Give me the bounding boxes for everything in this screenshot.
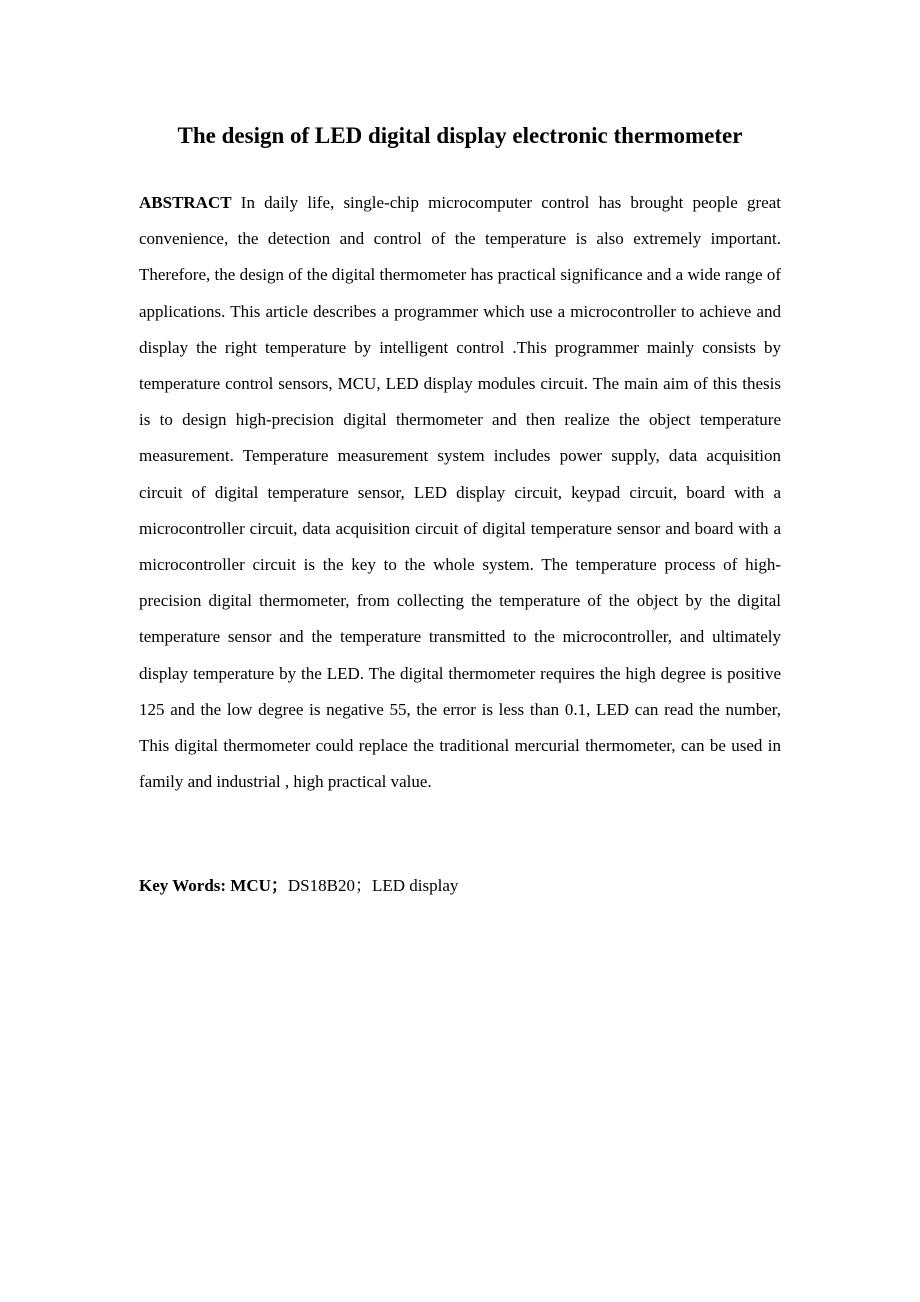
paper-title: The design of LED digital display electronic thermometer <box>177 123 743 148</box>
keywords-line <box>139 869 781 903</box>
abstract-paragraph <box>139 185 781 800</box>
keywords-label: Key Words: MCU； <box>139 876 288 895</box>
abstract-label: ABSTRACT <box>139 193 232 212</box>
abstract-text: In daily life, single-chip microcomputer control has brought people great convenience, the detection and control of the temperature is also extremely important. Therefore, the design of the digital thermometer has practical significance and a wide range of applications. This article describes a programmer which use a microcontroller to achieve and display the right temperature by intelligent control .This programmer mainly consists by temperature control sensors, MCU, LED display modules circuit. The main aim of this thesis is to design high-precision digital thermometer and then realize the object temperature measurement. Temperature measurement system includes power supply, data acquisition circuit of digital temperature sensor, LED display circuit, keypad circuit, board with a microcontroller circuit, data acquisition circuit of digital temperature sensor and board with a microcontroller circuit is the key to the whole system. The temperature process of high-precision digital thermometer, from collecting the temperature of the object by the digital temperature sensor and the temperature transmitted to the microcontroller, and ultimately display temperature by the LED. The digital thermometer requires the high degree is positive 125 and the low degree is negative 55, the error is less than 0.1, LED can read the number, This digital thermometer could replace the traditional mercurial thermometer, can be used in family and industrial , high practical value. <box>139 193 781 792</box>
keywords-value: DS18B20；LED display <box>287 876 459 895</box>
